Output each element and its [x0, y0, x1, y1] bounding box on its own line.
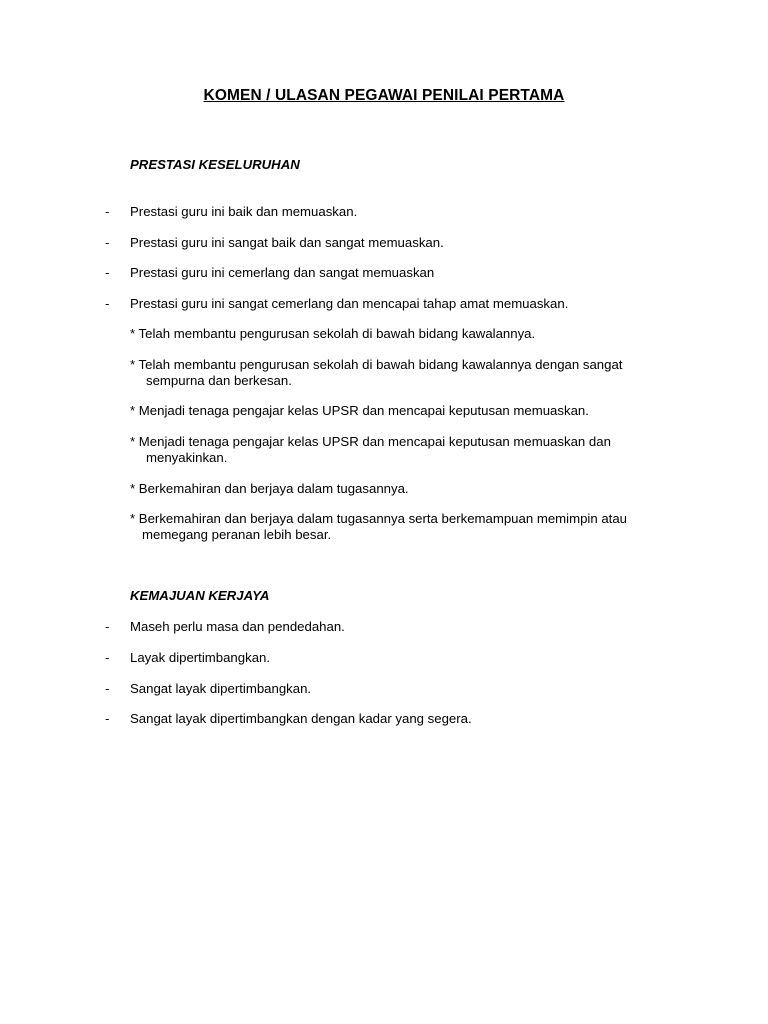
bullet-marker: -: [105, 235, 110, 250]
list-item: Sangat layak dipertimbangkan dengan kadar yang segera.: [130, 711, 472, 726]
page-title: KOMEN / ULASAN PEGAWAI PENILAI PERTAMA: [203, 87, 565, 104]
sub-list-item: * Menjadi tenaga pengajar kelas UPSR dan mencapai keputusan memuaskan.: [130, 403, 589, 418]
bullet-marker: -: [105, 681, 110, 696]
bullet-marker: -: [105, 619, 110, 634]
bullet-marker: -: [105, 265, 110, 280]
sub-list-item-continuation: menyakinkan.: [146, 450, 228, 465]
list-item: Prestasi guru ini sangat cemerlang dan mencapai tahap amat memuaskan.: [130, 296, 569, 311]
sub-list-item: * Menjadi tenaga pengajar kelas UPSR dan mencapai keputusan memuaskan dan: [130, 434, 611, 449]
list-item: Maseh perlu masa dan pendedahan.: [130, 619, 345, 634]
sub-list-item: * Telah membantu pengurusan sekolah di bawah bidang kawalannya dengan sangat: [130, 357, 623, 372]
bullet-marker: -: [105, 296, 110, 311]
sub-list-item: * Telah membantu pengurusan sekolah di bawah bidang kawalannya.: [130, 326, 536, 341]
section-heading-kemajuan: KEMAJUAN KERJAYA: [130, 588, 270, 603]
sub-list-item-continuation: sempurna dan berkesan.: [146, 373, 292, 388]
section-heading-prestasi: PRESTASI KESELURUHAN: [130, 157, 300, 172]
list-item: Prestasi guru ini baik dan memuaskan.: [130, 204, 358, 219]
bullet-marker: -: [105, 650, 110, 665]
bullet-marker: -: [105, 204, 110, 219]
list-item: Sangat layak dipertimbangkan.: [130, 681, 312, 696]
list-item: Layak dipertimbangkan.: [130, 650, 271, 665]
list-item: Prestasi guru ini sangat baik dan sangat memuaskan.: [130, 235, 444, 250]
sub-list-item: * Berkemahiran dan berjaya dalam tugasannya.: [130, 481, 409, 496]
list-item: Prestasi guru ini cemerlang dan sangat memuaskan: [130, 265, 435, 280]
sub-list-item-continuation: memegang peranan lebih besar.: [142, 527, 332, 542]
bullet-marker: -: [105, 711, 110, 726]
sub-list-item: * Berkemahiran dan berjaya dalam tugasannya serta berkemampuan memimpin atau: [130, 511, 627, 526]
